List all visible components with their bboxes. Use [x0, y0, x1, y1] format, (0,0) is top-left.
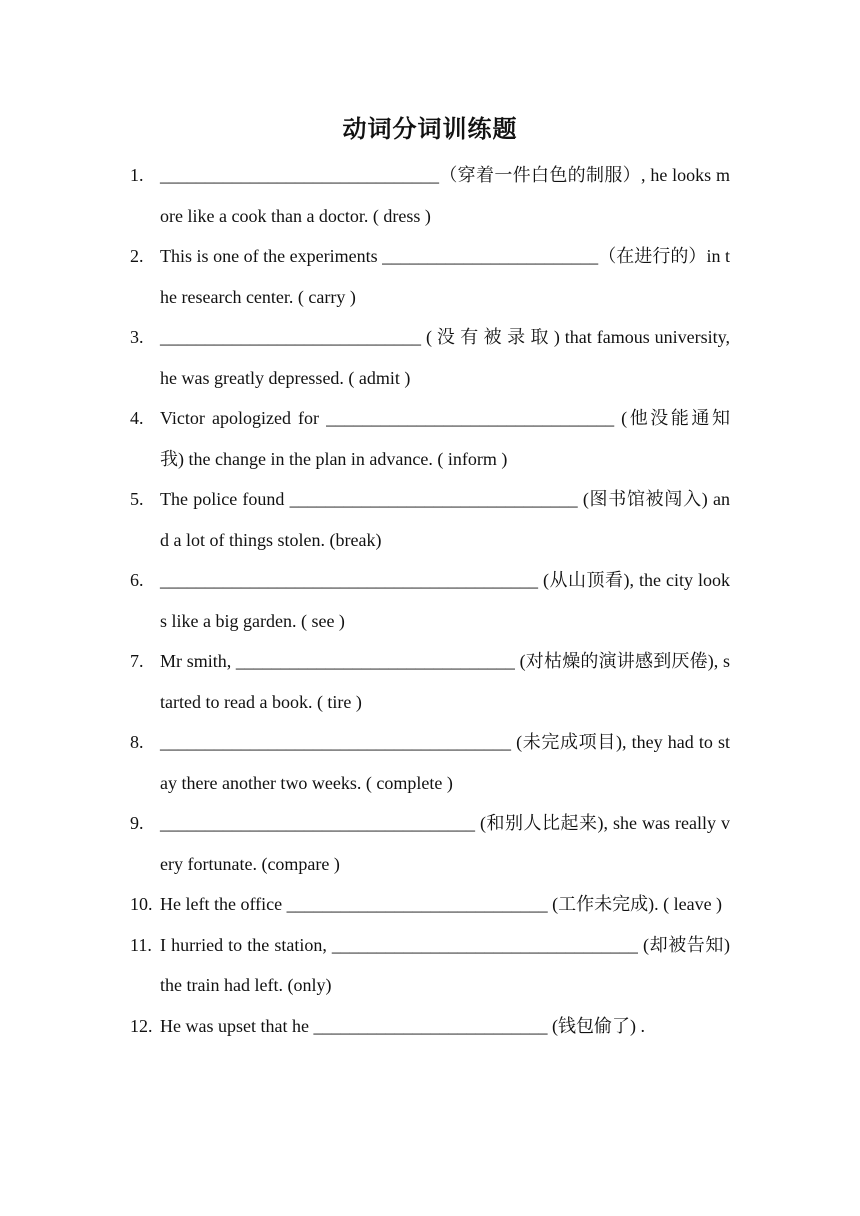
question-text: I hurried to the station, __________________________________ (却被告知) the train had left. (only)	[160, 934, 730, 995]
question-number: 3.	[130, 327, 144, 347]
question-number: 10.	[130, 894, 153, 914]
question-number: 8.	[130, 732, 144, 752]
question-text: This is one of the experiments ________________________（在进行的）in the research center. ( carry )	[160, 246, 730, 307]
question-number: 6.	[130, 570, 144, 590]
question-item	[130, 560, 730, 641]
question-item	[130, 1006, 730, 1047]
question-text: _______________________________（穿着一件白色的制服）, he looks more like a cook than a doctor. ( dress )	[160, 165, 730, 226]
question-item	[130, 925, 730, 1006]
question-item	[130, 155, 730, 236]
question-text: The police found ________________________________ (图书馆被闯入) and a lot of things stolen. (break)	[160, 489, 730, 550]
question-text: He left the office _____________________________ (工作未完成). ( leave )	[160, 894, 723, 914]
question-item	[130, 398, 730, 479]
question-text: _____________________________ ( 没 有 被 录 取 ) that famous university, he was greatly depressed. ( admit )	[160, 327, 730, 388]
question-item	[130, 317, 730, 398]
question-number: 5.	[130, 489, 144, 509]
question-text: Mr smith, _______________________________ (对枯燥的演讲感到厌倦), started to read a book. ( tire )	[160, 651, 730, 712]
question-item	[130, 641, 730, 722]
question-item	[130, 884, 730, 925]
question-number: 9.	[130, 813, 144, 833]
question-item	[130, 722, 730, 803]
question-text: __________________________________________ (从山顶看), the city looks like a big garden. ( see )	[160, 570, 730, 631]
question-list	[130, 155, 730, 1046]
question-text: He was upset that he __________________________ (钱包偷了) .	[160, 1015, 645, 1036]
question-number: 2.	[130, 246, 144, 266]
question-number: 1.	[130, 165, 144, 185]
question-item	[130, 236, 730, 317]
question-item	[130, 803, 730, 884]
question-item	[130, 479, 730, 560]
question-number: 4.	[130, 408, 144, 428]
question-text: _______________________________________ (未完成项目), they had to stay there another two weeks. ( complete )	[160, 732, 730, 793]
question-number: 12.	[130, 1015, 153, 1036]
question-number: 7.	[130, 651, 144, 671]
question-text: ___________________________________ (和别人比起来), she was really very fortunate. (compare )	[160, 813, 730, 874]
page-title: 动词分词训练题	[342, 115, 518, 143]
question-number: 11.	[130, 934, 152, 955]
question-text: Victor apologized for ________________________________ (他没能通知我) the change in the plan in advance. ( inform )	[160, 408, 730, 469]
